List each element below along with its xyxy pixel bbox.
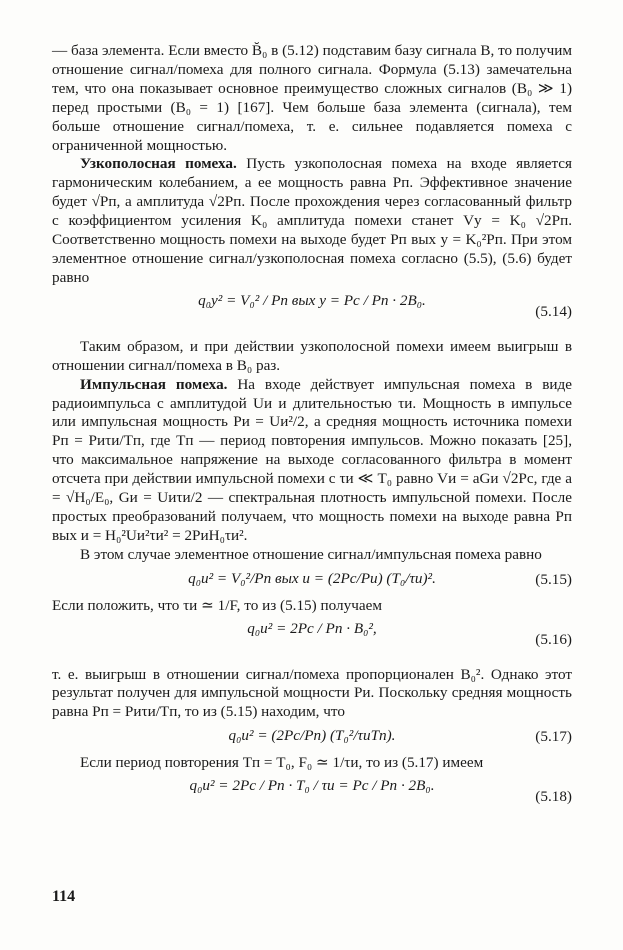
paragraph-impulse xyxy=(52,376,572,546)
equation-5-15-number: (5.15) xyxy=(535,570,572,588)
narrowband-text: Пусть узкополосная помеха на входе является гармоническим колебанием, а ее мощность равна Pп. Эффективное значение будет √Pп, а амплитуда √2Pп. После прохождения через согласованный фильтр с коэффициентом усиления K₀ амплитуда помехи станет Vу = K₀ √2Pп. Соответственно мощность помехи на выходе будет Pп вых у = K₀²Pп. При этом элементное отношение сигнал/узкополосная помеха согласно (5.5), (5.6) будет равно xyxy=(52,155,572,286)
impulse-text: На входе действует импульсная помеха в виде радиоимпульса с амплитудой Uи и длительностью τи. Мощность в импульсе или импульсная мощность Pи = Uи²/2, а средняя мощность источника помехи Pп = Pиτи/Tп, где Tп — период повторения импульсов. Можно показать [25], что максимальное напряжение на выходе согласованного фильтра в момент отсчета при действии импульсной помехи с τи ≪ T₀ равно Vи = aGи √2Pс, где a = √H₀/E₀, Gи = Uиτи/2 — спектральная плотность импульсной помехи. После простых преобразований получаем, что мощность помехи на выходе равна Pп вых и = H₀²Uи²τи² = 2PиH₀τи². xyxy=(52,375,572,544)
paragraph-impulse-ratio: В этом случае элементное отношение сигнал/импульсная помеха равно xyxy=(80,545,542,563)
equation-5-14 xyxy=(52,291,572,335)
equation-5-16 xyxy=(52,619,572,663)
page-number: 114 xyxy=(52,888,76,905)
equation-5-16-formula: q₀и² = 2Pс / Pп · B₀², xyxy=(247,619,377,637)
equation-5-18 xyxy=(52,776,572,820)
equation-5-15-formula: q₀и² = V₀²/Pп вых и = (2Pс/Pи) (T₀/τи)². xyxy=(188,569,436,587)
equation-5-17-number: (5.17) xyxy=(535,728,572,746)
paragraph-narrowband-gain: Таким образом, и при действии узкополосной помехи имеем выигрыш в отношении сигнал/помеха в B₀ раз. xyxy=(52,337,572,374)
heading-impulse: Импульсная помеха. xyxy=(80,375,228,393)
equation-5-14-number: (5.14) xyxy=(535,302,572,320)
equation-5-15 xyxy=(52,569,572,593)
paragraph-period: Если период повторения Tп = T₀, F₀ ≃ 1/τи, то из (5.17) имеем xyxy=(80,754,484,772)
equation-5-18-formula: q₀и² = 2Pс / Pп · T₀ / τи = Pс / Pп · 2B₀. xyxy=(189,777,435,795)
paragraph-tau-substitution: Если положить, что τи ≃ 1/F, то из (5.15) получаем xyxy=(52,596,382,614)
equation-5-18-number: (5.18) xyxy=(535,788,572,806)
equation-5-16-number: (5.16) xyxy=(535,630,572,648)
equation-5-17 xyxy=(52,726,572,750)
equation-5-14-formula: q₀у² = V₀² / Pп вых у = Pс / Pп · 2B₀. xyxy=(198,291,426,309)
paragraph-narrowband xyxy=(52,155,572,287)
equation-5-17-formula: q₀и² = (2Pс/Pп) (T₀²/τиTп). xyxy=(228,727,396,745)
paragraph-gain-proportional: т. е. выигрыш в отношении сигнал/помеха пропорционален B₀². Однако этот результат получен для импульсной мощности Pи. Поскольку средняя мощность равна Pп = Pиτи/Tп, то из (5.15) находим, что xyxy=(52,665,572,721)
heading-narrowband: Узкополосная помеха. xyxy=(80,155,237,173)
paragraph-base-definition: — база элемента. Если вместо B̆₀ в (5.12) подставим базу сигнала B, то получим отношение сигнал/помеха для полного сигнала. Формула (5.13) замечательна тем, что она показывает основное преимущество сложных сигналов (B₀ ≫ 1) перед простыми (B₀ = 1) [167]. Чем больше база элемента (сигнала), тем больше отношение сигнал/помеха, т. е. сильнее подавляется помеха с ограниченной мощностью. xyxy=(52,42,573,154)
page-body xyxy=(52,42,572,823)
